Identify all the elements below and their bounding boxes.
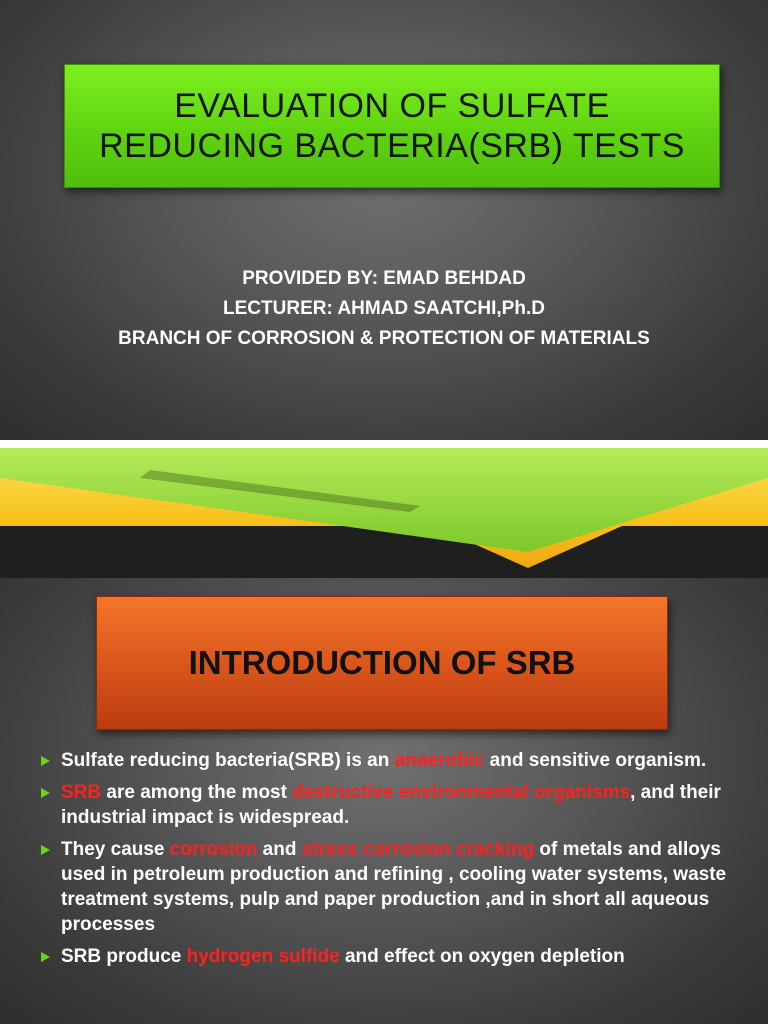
highlight-stress-corrosion: stress corrosion cracking <box>301 839 535 860</box>
title-slide <box>0 0 768 440</box>
triangle-right-icon <box>41 756 50 766</box>
bullet-text: and effect on oxygen depletion <box>339 946 625 967</box>
title-box <box>64 64 720 188</box>
bullet-text: Sulfate reducing bacteria(SRB) is an <box>61 750 395 771</box>
title-line-2: REDUCING BACTERIA(SRB) TESTS <box>99 127 685 165</box>
bullet-text: SRB produce <box>61 946 187 967</box>
highlight-corrosion: corrosion <box>169 839 258 860</box>
credit-lecturer: LECTURER: AHMAD SAATCHI,Ph.D <box>223 298 545 319</box>
intro-title-box <box>96 596 668 730</box>
bullet-item <box>40 748 755 773</box>
slide-divider <box>0 440 768 448</box>
title-line-1: EVALUATION OF SULFATE <box>174 87 610 125</box>
bullet-text: of metals and alloys used in petroleum production and refining , cooling water systems, waste treatment systems, pulp and paper production ,and in short all aqueous processes <box>61 839 727 935</box>
intro-slide <box>0 578 768 1024</box>
credit-provided-by: PROVIDED BY: EMAD BEHDAD <box>242 268 526 289</box>
band-graphic <box>0 448 768 578</box>
highlight-destructive: destructive environmental organisms <box>292 782 631 803</box>
triangle-right-icon <box>41 788 50 798</box>
highlight-anaerobic: anaerobic <box>394 750 485 771</box>
triangle-right-icon <box>41 845 50 855</box>
credits-block <box>0 264 768 354</box>
triangle-right-icon <box>41 952 50 962</box>
bullet-text: , and their industrial impact is widespread. <box>61 782 721 828</box>
highlight-hydrogen-sulfide: hydrogen sulfide <box>186 946 340 967</box>
bullet-list <box>40 748 755 976</box>
bullet-text: and sensitive organism. <box>484 750 707 771</box>
bullet-item <box>40 837 755 937</box>
intro-title: INTRODUCTION OF SRB <box>188 644 576 681</box>
highlight-srb: SRB <box>61 782 102 803</box>
bullet-text: and <box>257 839 302 860</box>
bullet-item <box>40 780 755 830</box>
bullet-item <box>40 944 755 969</box>
bullet-text: are among the most <box>101 782 293 803</box>
decorative-band <box>0 448 768 578</box>
bullet-text: They cause <box>61 839 170 860</box>
credit-branch: BRANCH OF CORROSION & PROTECTION OF MATERIALS <box>118 328 650 349</box>
